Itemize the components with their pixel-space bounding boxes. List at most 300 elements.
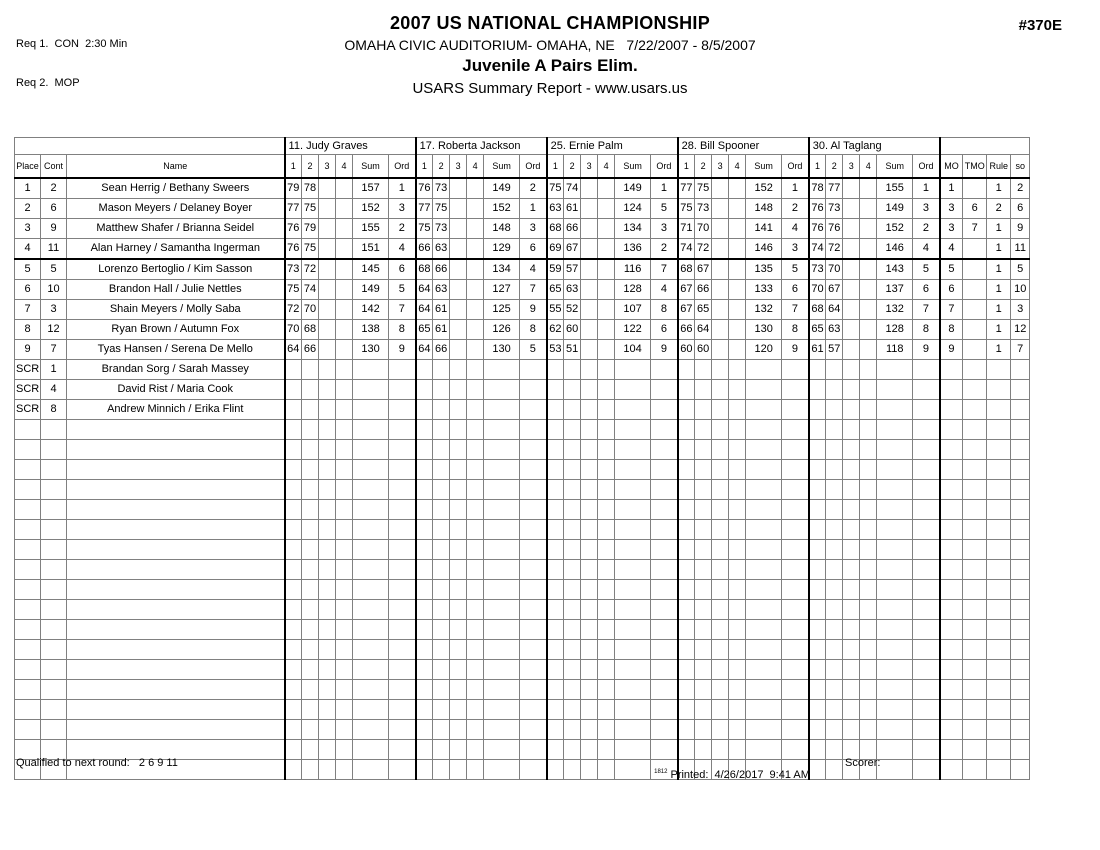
score-1-cell: [678, 420, 695, 440]
score-3-cell: [581, 600, 598, 620]
score-1-cell: 63: [547, 199, 564, 219]
rule-cell: [987, 360, 1011, 380]
score-3-cell: [581, 680, 598, 700]
cont-cell: [41, 480, 67, 500]
score-4-cell: [598, 680, 615, 700]
ord-cell: 8: [782, 320, 809, 340]
score-2-cell: [564, 680, 581, 700]
score-3-cell: [843, 199, 860, 219]
score-2-cell: [433, 760, 450, 780]
score-2-cell: [826, 500, 843, 520]
score-3-cell: [712, 320, 729, 340]
score-3-cell: [581, 660, 598, 680]
score-2-cell: [564, 600, 581, 620]
ord-cell: 5: [782, 259, 809, 280]
mo-cell: 9: [940, 340, 963, 360]
score-3-cell: [319, 178, 336, 199]
score-1-cell: [809, 560, 826, 580]
score-1-cell: [416, 540, 433, 560]
ord-cell: 2: [782, 199, 809, 219]
score-1-cell: [285, 540, 302, 560]
result-row: [15, 219, 1030, 239]
ord-cell: [782, 700, 809, 720]
score-1-cell: [547, 440, 564, 460]
score-2-cell: [433, 740, 450, 760]
score-4-cell: [598, 340, 615, 360]
score-1-cell: [809, 420, 826, 440]
score-2-cell: [564, 500, 581, 520]
score-3-cell: [843, 219, 860, 239]
sum-cell: 132: [746, 300, 782, 320]
rule-cell: [987, 480, 1011, 500]
score-1-cell: 75: [547, 178, 564, 199]
name-cell: Brandon Hall / Julie Nettles: [67, 280, 285, 300]
score-2-cell: 60: [695, 340, 712, 360]
ord-cell: 6: [782, 280, 809, 300]
empty-row: [15, 540, 1030, 560]
score-2-cell: [695, 640, 712, 660]
tmo-cell: [963, 300, 987, 320]
score-3-cell: [319, 440, 336, 460]
sum-cell: [746, 360, 782, 380]
sum-cell: 138: [353, 320, 389, 340]
place-cell: SCR: [15, 380, 41, 400]
score-1-cell: [809, 540, 826, 560]
ord-cell: [651, 640, 678, 660]
score-1-cell: [285, 380, 302, 400]
cont-cell: [41, 660, 67, 680]
score-1-cell: [678, 360, 695, 380]
sum-cell: [484, 360, 520, 380]
col-header-score-3: 3: [450, 155, 467, 179]
ord-cell: [389, 360, 416, 380]
tmo-cell: [963, 720, 987, 740]
score-3-cell: [843, 540, 860, 560]
ord-cell: [913, 760, 940, 780]
score-2-cell: [302, 380, 319, 400]
score-3-cell: [843, 720, 860, 740]
score-3-cell: [450, 178, 467, 199]
sum-cell: [484, 500, 520, 520]
ord-cell: [520, 740, 547, 760]
score-2-cell: [564, 580, 581, 600]
col-header-score-1: 1: [285, 155, 302, 179]
score-3-cell: [712, 400, 729, 420]
place-cell: 7: [15, 300, 41, 320]
ord-cell: [913, 480, 940, 500]
rule-cell: [987, 520, 1011, 540]
ord-cell: [520, 440, 547, 460]
score-4-cell: [729, 700, 746, 720]
ord-cell: [782, 460, 809, 480]
rule-cell: [987, 500, 1011, 520]
sum-cell: [353, 740, 389, 760]
so-cell: 12: [1011, 320, 1030, 340]
sum-cell: [877, 480, 913, 500]
sum-cell: [615, 560, 651, 580]
sum-cell: [746, 640, 782, 660]
score-1-cell: [285, 660, 302, 680]
judge-name-header: 28. Bill Spooner: [678, 138, 809, 155]
score-2-cell: [695, 400, 712, 420]
score-2-cell: 52: [564, 300, 581, 320]
mo-cell: 6: [940, 280, 963, 300]
score-2-cell: [302, 680, 319, 700]
score-2-cell: [302, 360, 319, 380]
ord-cell: 9: [389, 340, 416, 360]
sum-cell: [484, 680, 520, 700]
name-cell: Ryan Brown / Autumn Fox: [67, 320, 285, 340]
score-4-cell: [336, 300, 353, 320]
score-1-cell: [416, 760, 433, 780]
score-2-cell: [302, 500, 319, 520]
score-3-cell: [843, 340, 860, 360]
score-4-cell: [598, 600, 615, 620]
score-1-cell: [678, 620, 695, 640]
score-4-cell: [467, 540, 484, 560]
score-3-cell: [450, 560, 467, 580]
score-4-cell: [860, 259, 877, 280]
score-3-cell: [712, 600, 729, 620]
score-2-cell: 66: [302, 340, 319, 360]
ord-cell: 9: [520, 300, 547, 320]
score-2-cell: [302, 480, 319, 500]
score-1-cell: [678, 660, 695, 680]
score-1-cell: [416, 360, 433, 380]
score-1-cell: [678, 640, 695, 660]
score-3-cell: [581, 420, 598, 440]
score-2-cell: [433, 360, 450, 380]
ord-cell: 6: [389, 259, 416, 280]
score-4-cell: [598, 380, 615, 400]
sum-cell: 118: [877, 340, 913, 360]
score-4-cell: [860, 178, 877, 199]
score-3-cell: [843, 580, 860, 600]
report-type: USARS Summary Report - www.usars.us: [412, 80, 688, 97]
score-4-cell: [598, 620, 615, 640]
ord-cell: [651, 380, 678, 400]
place-cell: SCR: [15, 400, 41, 420]
score-4-cell: [729, 600, 746, 620]
score-4-cell: [467, 199, 484, 219]
score-4-cell: [729, 300, 746, 320]
sum-cell: [353, 360, 389, 380]
score-1-cell: 68: [678, 259, 695, 280]
score-2-cell: [302, 580, 319, 600]
score-4-cell: [729, 280, 746, 300]
score-2-cell: [826, 580, 843, 600]
tmo-cell: [963, 259, 987, 280]
score-2-cell: 75: [302, 239, 319, 260]
ord-cell: [782, 580, 809, 600]
rule-cell: [987, 400, 1011, 420]
ord-cell: [651, 460, 678, 480]
score-3-cell: [712, 300, 729, 320]
score-1-cell: [416, 520, 433, 540]
score-3-cell: [450, 280, 467, 300]
col-header-ord: Ord: [520, 155, 547, 179]
rule-cell: 1: [987, 300, 1011, 320]
ord-cell: [651, 440, 678, 460]
col-header-sum: Sum: [353, 155, 389, 179]
score-4-cell: [336, 520, 353, 540]
ord-cell: [782, 640, 809, 660]
tmo-cell: [963, 460, 987, 480]
sum-cell: 120: [746, 340, 782, 360]
sum-cell: [615, 600, 651, 620]
tmo-cell: [963, 740, 987, 760]
ord-cell: [389, 440, 416, 460]
ord-cell: [782, 520, 809, 540]
score-2-cell: [564, 540, 581, 560]
score-2-cell: 78: [302, 178, 319, 199]
score-1-cell: [547, 560, 564, 580]
ord-cell: 8: [651, 300, 678, 320]
score-1-cell: [285, 580, 302, 600]
result-row: [15, 178, 1030, 199]
score-2-cell: 76: [826, 219, 843, 239]
score-3-cell: [319, 500, 336, 520]
so-cell: [1011, 760, 1030, 780]
tmo-cell: [963, 760, 987, 780]
ord-cell: [520, 560, 547, 580]
sum-cell: 135: [746, 259, 782, 280]
ord-cell: 3: [520, 219, 547, 239]
score-2-cell: [695, 720, 712, 740]
score-1-cell: [547, 760, 564, 780]
so-cell: [1011, 600, 1030, 620]
score-4-cell: [336, 380, 353, 400]
result-row: [15, 259, 1030, 280]
score-2-cell: [826, 520, 843, 540]
name-cell: Tyas Hansen / Serena De Mello: [67, 340, 285, 360]
ord-cell: [782, 680, 809, 700]
score-4-cell: [729, 199, 746, 219]
empty-row: [15, 420, 1030, 440]
ord-cell: 9: [782, 340, 809, 360]
score-3-cell: [581, 360, 598, 380]
score-4-cell: [729, 320, 746, 340]
score-1-cell: [678, 700, 695, 720]
score-1-cell: 69: [547, 239, 564, 260]
score-3-cell: [581, 520, 598, 540]
cont-cell: [41, 440, 67, 460]
score-1-cell: 77: [285, 199, 302, 219]
score-4-cell: [729, 640, 746, 660]
sum-cell: [746, 520, 782, 540]
score-4-cell: [860, 320, 877, 340]
sum-cell: [746, 440, 782, 460]
ord-cell: 1: [520, 199, 547, 219]
cont-cell: [41, 600, 67, 620]
col-header-score-1: 1: [547, 155, 564, 179]
score-2-cell: 70: [695, 219, 712, 239]
ord-cell: [651, 620, 678, 640]
score-3-cell: [843, 320, 860, 340]
tmo-cell: [963, 320, 987, 340]
score-2-cell: [826, 700, 843, 720]
score-1-cell: 77: [416, 199, 433, 219]
col-header-ord: Ord: [782, 155, 809, 179]
score-2-cell: 70: [302, 300, 319, 320]
score-4-cell: [336, 540, 353, 560]
mo-cell: [940, 480, 963, 500]
score-1-cell: [678, 720, 695, 740]
cont-cell: [41, 460, 67, 480]
score-4-cell: [598, 640, 615, 660]
score-2-cell: 64: [826, 300, 843, 320]
score-1-cell: [547, 500, 564, 520]
score-2-cell: 73: [433, 178, 450, 199]
sum-cell: [615, 680, 651, 700]
place-cell: [15, 420, 41, 440]
score-1-cell: [678, 440, 695, 460]
score-3-cell: [843, 460, 860, 480]
score-4-cell: [729, 400, 746, 420]
score-4-cell: [729, 239, 746, 260]
score-4-cell: [467, 600, 484, 620]
name-cell: [67, 600, 285, 620]
score-2-cell: [826, 760, 843, 780]
score-4-cell: [598, 420, 615, 440]
score-2-cell: 74: [302, 280, 319, 300]
score-1-cell: [547, 400, 564, 420]
sum-cell: [877, 740, 913, 760]
score-3-cell: [450, 340, 467, 360]
score-3-cell: [319, 600, 336, 620]
sum-cell: [353, 680, 389, 700]
score-1-cell: [285, 420, 302, 440]
score-2-cell: 73: [826, 199, 843, 219]
score-3-cell: [319, 680, 336, 700]
score-2-cell: [826, 400, 843, 420]
ord-cell: [520, 620, 547, 640]
sum-cell: [484, 380, 520, 400]
col-header-score-3: 3: [843, 155, 860, 179]
score-2-cell: [564, 360, 581, 380]
rule-cell: 1: [987, 280, 1011, 300]
score-2-cell: 67: [695, 259, 712, 280]
score-1-cell: [809, 740, 826, 760]
sum-cell: [746, 460, 782, 480]
sum-cell: [353, 640, 389, 660]
score-4-cell: [336, 640, 353, 660]
empty-row: [15, 500, 1030, 520]
score-2-cell: [695, 520, 712, 540]
score-4-cell: [598, 219, 615, 239]
result-row: [15, 400, 1030, 420]
score-4-cell: [336, 320, 353, 340]
sum-cell: [615, 760, 651, 780]
so-cell: 2: [1011, 178, 1030, 199]
name-cell: Mason Meyers / Delaney Boyer: [67, 199, 285, 219]
score-1-cell: 66: [416, 239, 433, 260]
ord-cell: [520, 660, 547, 680]
sum-cell: 148: [746, 199, 782, 219]
score-3-cell: [581, 760, 598, 780]
ord-cell: 1: [389, 178, 416, 199]
score-1-cell: [809, 400, 826, 420]
score-1-cell: [678, 540, 695, 560]
score-1-cell: 76: [809, 219, 826, 239]
score-1-cell: [416, 580, 433, 600]
sum-cell: 136: [615, 239, 651, 260]
score-1-cell: [809, 380, 826, 400]
score-4-cell: [336, 660, 353, 680]
score-3-cell: [450, 640, 467, 660]
sum-cell: [353, 440, 389, 460]
score-4-cell: [598, 320, 615, 340]
sum-cell: 125: [484, 300, 520, 320]
score-3-cell: [319, 740, 336, 760]
ord-cell: 7: [913, 300, 940, 320]
score-1-cell: [416, 740, 433, 760]
ord-cell: [782, 560, 809, 580]
score-1-cell: [416, 420, 433, 440]
score-1-cell: [547, 740, 564, 760]
score-2-cell: [302, 620, 319, 640]
sum-cell: 143: [877, 259, 913, 280]
ord-cell: 1: [651, 178, 678, 199]
sum-cell: [615, 620, 651, 640]
score-2-cell: 61: [564, 199, 581, 219]
sum-cell: 107: [615, 300, 651, 320]
score-4-cell: [467, 760, 484, 780]
score-2-cell: [695, 660, 712, 680]
empty-row: [15, 560, 1030, 580]
ord-cell: [651, 560, 678, 580]
judge-name-header: 25. Ernie Palm: [547, 138, 678, 155]
mo-cell: [940, 540, 963, 560]
score-4-cell: [336, 760, 353, 780]
score-2-cell: [433, 560, 450, 580]
ord-cell: [913, 580, 940, 600]
col-header-score-4: 4: [467, 155, 484, 179]
score-2-cell: 73: [695, 199, 712, 219]
event-name: Juvenile A Pairs Elim.: [462, 56, 638, 75]
sum-cell: [484, 600, 520, 620]
score-2-cell: [302, 720, 319, 740]
ord-cell: 5: [520, 340, 547, 360]
ord-cell: [520, 720, 547, 740]
score-3-cell: [319, 320, 336, 340]
ord-cell: [913, 700, 940, 720]
score-4-cell: [860, 219, 877, 239]
col-header-name: Name: [67, 155, 285, 179]
ord-cell: [389, 500, 416, 520]
result-row: [15, 280, 1030, 300]
score-4-cell: [336, 259, 353, 280]
score-2-cell: [302, 440, 319, 460]
sum-cell: 129: [484, 239, 520, 260]
sum-cell: 122: [615, 320, 651, 340]
score-4-cell: [336, 720, 353, 740]
score-4-cell: [467, 640, 484, 660]
name-cell: [67, 640, 285, 660]
score-2-cell: 66: [433, 259, 450, 280]
sum-cell: [877, 460, 913, 480]
rule-cell: [987, 740, 1011, 760]
score-4-cell: [860, 620, 877, 640]
cont-cell: [41, 520, 67, 540]
sum-cell: [353, 520, 389, 540]
score-4-cell: [860, 460, 877, 480]
score-3-cell: [581, 280, 598, 300]
score-2-cell: 63: [826, 320, 843, 340]
score-3-cell: [843, 280, 860, 300]
rule-cell: [987, 640, 1011, 660]
score-1-cell: [678, 380, 695, 400]
